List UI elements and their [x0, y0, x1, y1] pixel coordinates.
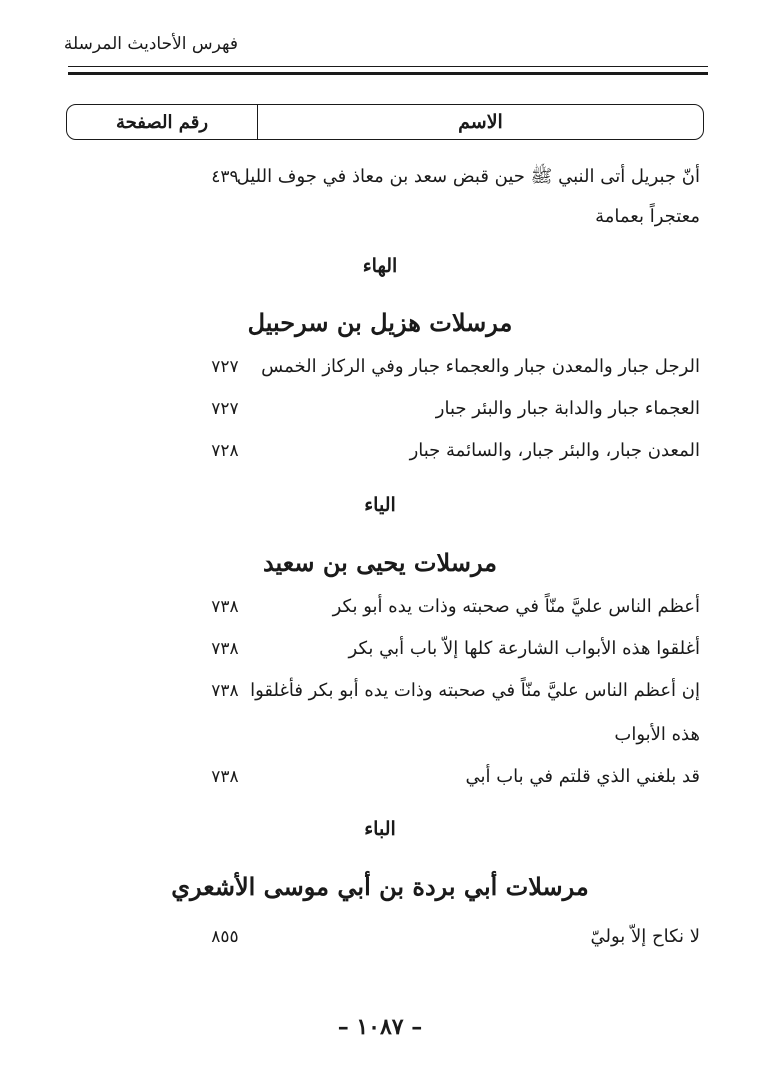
table-row	[0, 674, 760, 708]
table-row	[0, 632, 760, 666]
entry-page: ٧٣٨	[211, 681, 239, 701]
entry-text: أنّ جبريل أتى النبي ﷺ حين قبض سعد بن معاذ في جوف الليل	[236, 166, 700, 187]
entry-page: ٨٥٥	[211, 927, 239, 947]
page-number: – ١٠٨٧ –	[337, 1014, 423, 1040]
table-row	[0, 392, 760, 426]
entry-page: ٤٣٩	[211, 167, 239, 187]
table-header	[66, 104, 704, 140]
page-column-header: رقم الصفحة	[67, 105, 258, 139]
entry-page: ٧٢٨	[211, 441, 239, 461]
header-rule-thin	[68, 66, 708, 67]
section-title: مرسلات هزيل بن سرحبيل	[247, 308, 513, 337]
table-row	[0, 760, 760, 794]
table-row	[0, 920, 760, 954]
entry-page: ٧٣٨	[211, 639, 239, 659]
letter-heading: الهاء	[362, 255, 398, 277]
letter-heading: الباء	[364, 818, 396, 840]
entry-text: أعظم الناس عليَّ منّاً في صحبته وذات يده أبو بكر	[332, 596, 700, 617]
entry-continuation: هذه الأبواب	[614, 724, 700, 745]
entry-text: المعدن جبار، والبئر جبار، والسائمة جبار	[409, 440, 700, 461]
entry-text: أغلقوا هذه الأبواب الشارعة كلها إلاّ باب أبي بكر	[348, 638, 700, 659]
entry-text: إن أعظم الناس عليَّ منّاً في صحبته وذات يده أبو بكر فأغلقوا	[250, 680, 700, 701]
entry-page: ٧٣٨	[211, 767, 239, 787]
entry-text: العجماء جبار والدابة جبار والبئر جبار	[435, 398, 700, 419]
entry-page: ٧٢٧	[211, 399, 239, 419]
running-head: فهرس الأحاديث المرسلة	[63, 34, 238, 54]
table-row	[0, 160, 760, 194]
entry-text: لا نكاح إلاّ بوليّ	[590, 926, 700, 947]
entry-text: قد بلغني الذي قلتم في باب أبي	[465, 766, 700, 787]
header-rule-thick	[68, 72, 708, 75]
section-title: مرسلات أبي بردة بن أبي موسى الأشعري	[171, 872, 589, 901]
name-column-header: الاسم	[458, 111, 503, 133]
letter-heading: الياء	[364, 494, 396, 516]
entry-page: ٧٢٧	[211, 357, 239, 377]
entry-page: ٧٣٨	[211, 597, 239, 617]
entry-text: الرجل جبار والمعدن جبار والعجماء جبار وفي الركاز الخمس	[261, 356, 700, 377]
table-row	[0, 590, 760, 624]
section-title: مرسلات يحيى بن سعيد	[262, 548, 498, 577]
entry-continuation: معتجراً بعمامة	[595, 206, 700, 227]
table-row	[0, 434, 760, 468]
table-row	[0, 350, 760, 384]
